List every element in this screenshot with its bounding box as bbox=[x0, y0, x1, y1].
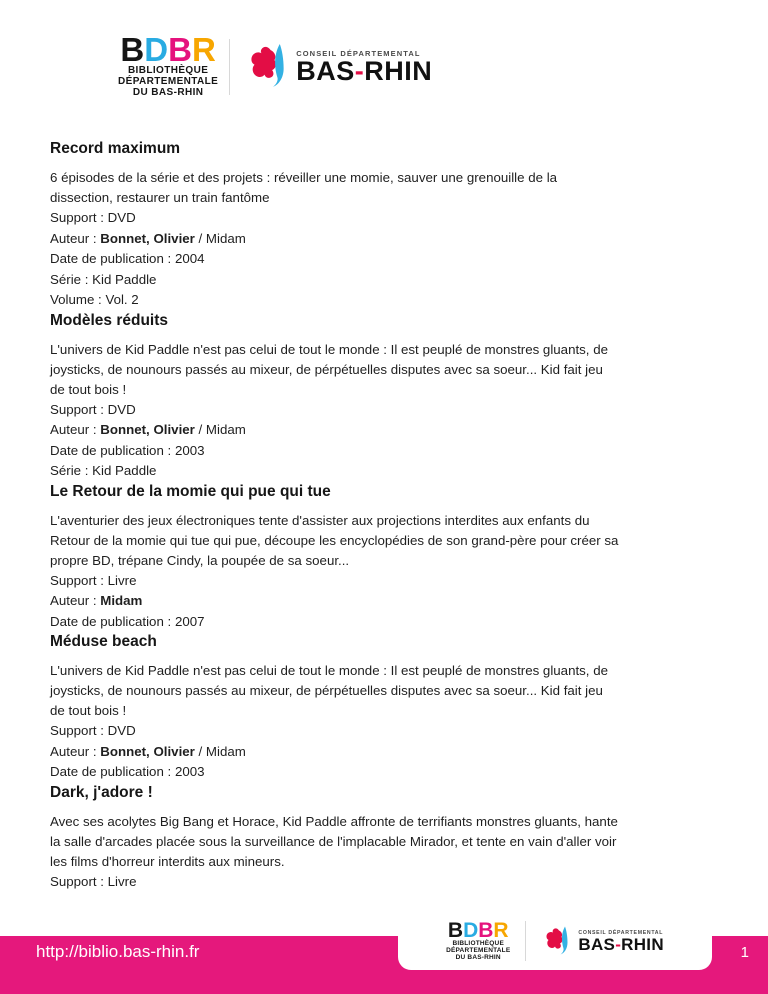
bdbr-subline: DU BAS-RHIN bbox=[455, 954, 501, 962]
bdbr-wordmark bbox=[118, 31, 218, 68]
records-list bbox=[50, 139, 725, 892]
record-metadata bbox=[50, 571, 725, 633]
record-serie-value: Kid Paddle bbox=[92, 463, 157, 478]
record-description bbox=[50, 340, 725, 400]
page-header bbox=[0, 0, 768, 100]
bdbr-subline: BIBLIOTHÈQUE bbox=[452, 939, 504, 947]
record-support-value: Livre bbox=[107, 572, 137, 588]
record-entry bbox=[50, 139, 725, 311]
record-support bbox=[50, 571, 725, 592]
record-description-line: propre BD, trépane Cindy, la poupée de sa soeur... bbox=[50, 552, 350, 568]
record-date-label: Date de publication : bbox=[50, 251, 175, 266]
record-date-label: Date de publication : bbox=[50, 764, 175, 779]
bdbr-letter: B bbox=[478, 918, 494, 942]
bas-rhin-wordmark bbox=[578, 934, 664, 954]
record-description-line: Avec ses acolytes Big Bang et Horace, Kid Paddle affronte de terrifiants monstres gluants, hante bbox=[50, 813, 618, 829]
record-description-line: L'univers de Kid Paddle n'est pas celui de tout le monde : Il est peuplé de monstres gluants, de bbox=[50, 663, 608, 678]
record-support-label: Support : bbox=[50, 723, 108, 738]
record-support bbox=[50, 208, 725, 229]
record-support-label: Support : bbox=[50, 572, 108, 588]
page-number: 1 bbox=[740, 944, 749, 961]
record-volume-label: Volume : bbox=[50, 292, 106, 307]
record-description-line: joysticks, de nounours passés au mixeur, de pérpétuelles disputes avec sa soeur... Kid fait jeu bbox=[50, 683, 603, 698]
record-title: Dark, j'adore ! bbox=[50, 783, 153, 801]
bas-rhin-crest-icon bbox=[243, 42, 289, 92]
record-description-line: dissection, restaurer un train fantôme bbox=[50, 190, 270, 205]
record-metadata bbox=[50, 872, 725, 893]
record-support-value: DVD bbox=[107, 723, 136, 738]
record-support bbox=[50, 721, 725, 742]
record-description-line: de tout bois ! bbox=[50, 703, 127, 718]
record-serie-label: Série : bbox=[50, 463, 93, 478]
bdbr-subline: DU BAS-RHIN bbox=[132, 87, 204, 98]
record-auteur-value: / Midam bbox=[194, 743, 246, 759]
bas-rhin-hyphen: - bbox=[354, 56, 365, 86]
logo-divider bbox=[525, 921, 526, 961]
record-auteur-label: Auteur : bbox=[50, 230, 101, 246]
record-support-label: Support : bbox=[50, 210, 108, 225]
bas-rhin-logo-text bbox=[578, 930, 664, 953]
record-title: Méduse beach bbox=[50, 633, 157, 650]
record-description bbox=[50, 812, 725, 872]
conseil-departemental-label: CONSEIL DÉPARTEMENTAL bbox=[296, 49, 421, 58]
record-support-label: Support : bbox=[50, 873, 108, 889]
record-auteur-value: Midam bbox=[100, 593, 143, 608]
record-entry bbox=[50, 632, 725, 783]
bdbr-subline: DÉPARTEMENTALE bbox=[446, 946, 511, 954]
record-auteur-value: / Midam bbox=[194, 230, 246, 246]
record-serie bbox=[50, 270, 725, 291]
page-footer bbox=[0, 910, 768, 994]
record-support-value: DVD bbox=[107, 401, 136, 417]
bdbr-letter: R bbox=[493, 918, 509, 942]
record-description-line: Retour de la momie qui tue qui pue, découpe les encyclopédies de son grand-père pour créer sa bbox=[50, 532, 619, 548]
footer-url-link[interactable]: http://biblio.bas-rhin.fr bbox=[36, 942, 200, 961]
record-description-line: joysticks, de nounours passés au mixeur, de pérpétuelles disputes avec sa soeur... Kid fait jeu bbox=[50, 361, 603, 377]
record-description-line: L'aventurier des jeux électroniques tente d'assister aux projections interdites aux enfants du bbox=[50, 512, 590, 528]
record-auteur-value: Bonnet, Olivier bbox=[100, 422, 195, 437]
record-support bbox=[50, 400, 725, 421]
record-support-label: Support : bbox=[50, 401, 108, 417]
logo-divider bbox=[229, 39, 230, 95]
record-support-value: Livre bbox=[107, 873, 137, 889]
record-entry bbox=[50, 482, 725, 633]
record-metadata bbox=[50, 208, 725, 311]
record-title: Modèles réduits bbox=[50, 311, 168, 329]
conseil-departemental-label: CONSEIL DÉPARTEMENTAL bbox=[578, 929, 664, 936]
record-date bbox=[50, 762, 725, 783]
bas-rhin-crest-icon bbox=[541, 925, 571, 958]
record-auteur bbox=[50, 229, 725, 250]
record-serie bbox=[50, 461, 725, 482]
bdbr-letter: D bbox=[463, 918, 479, 942]
record-volume-value: Vol. 2 bbox=[105, 292, 139, 307]
bdbr-letter: B bbox=[168, 31, 192, 68]
record-date-value: 2003 bbox=[174, 442, 205, 458]
bas-rhin-wordmark bbox=[296, 56, 433, 86]
bas-rhin-logo-text bbox=[296, 49, 432, 84]
record-auteur bbox=[50, 420, 725, 441]
record-serie-value: Kid Paddle bbox=[92, 271, 157, 287]
record-serie-label: Série : bbox=[50, 271, 93, 287]
record-title: Record maximum bbox=[50, 140, 181, 157]
record-entry bbox=[50, 311, 725, 482]
record-title: Le Retour de la momie qui pue qui tue bbox=[50, 482, 331, 500]
record-description-line: la salle d'arcades placée sous la surveillance de l'implacable Mirador, et tente en vain d'aller voir bbox=[50, 833, 617, 849]
record-auteur-label: Auteur : bbox=[50, 593, 101, 608]
record-auteur-value: Bonnet, Olivier bbox=[100, 230, 195, 246]
bas-rhin-word-left: BAS bbox=[296, 56, 355, 86]
record-date bbox=[50, 441, 725, 462]
bas-rhin-logo-small bbox=[541, 925, 664, 958]
record-date-value: 2004 bbox=[174, 251, 205, 266]
bdbr-wordmark bbox=[446, 918, 510, 942]
record-description bbox=[50, 661, 725, 721]
bas-rhin-logo bbox=[243, 42, 432, 92]
record-date bbox=[50, 612, 725, 633]
record-description-line: 6 épisodes de la série et des projets : réveiller une momie, sauver une grenouille de la bbox=[50, 170, 558, 185]
record-description-line: les films d'horreur interdits aux mineurs. bbox=[50, 853, 285, 869]
bdbr-letter: R bbox=[191, 31, 216, 68]
footer-logo-card bbox=[398, 912, 712, 970]
bdbr-letter: B bbox=[120, 31, 145, 68]
record-auteur bbox=[50, 742, 725, 763]
record-auteur bbox=[50, 591, 725, 612]
bdbr-letter: D bbox=[144, 31, 169, 68]
record-auteur-label: Auteur : bbox=[50, 422, 101, 437]
record-auteur-value: Bonnet, Olivier bbox=[100, 743, 195, 759]
bdbr-subline: DÉPARTEMENTALE bbox=[118, 76, 219, 87]
record-date bbox=[50, 249, 725, 270]
record-auteur-value: / Midam bbox=[194, 422, 246, 437]
bas-rhin-word-left: BAS bbox=[578, 934, 616, 954]
record-auteur-label: Auteur : bbox=[50, 743, 101, 759]
record-description-line: de tout bois ! bbox=[50, 381, 127, 397]
bdbr-subline: BIBLIOTHÈQUE bbox=[127, 65, 209, 76]
record-support bbox=[50, 872, 725, 893]
record-date-value: 2007 bbox=[174, 613, 205, 629]
record-date-value: 2003 bbox=[174, 764, 205, 779]
record-date-label: Date de publication : bbox=[50, 442, 175, 458]
bas-rhin-word-right: RHIN bbox=[621, 934, 664, 954]
record-description bbox=[50, 511, 725, 571]
bdbr-logo-small bbox=[446, 918, 511, 962]
record-volume bbox=[50, 290, 725, 311]
record-metadata bbox=[50, 721, 725, 783]
record-description-line: L'univers de Kid Paddle n'est pas celui de tout le monde : Il est peuplé de monstres gluants, de bbox=[50, 341, 608, 357]
bas-rhin-word-right: RHIN bbox=[364, 56, 433, 86]
record-support-value: DVD bbox=[107, 210, 136, 225]
bas-rhin-hyphen: - bbox=[615, 934, 622, 954]
bdbr-logo bbox=[118, 31, 219, 98]
bdbr-letter: B bbox=[447, 918, 464, 942]
record-metadata bbox=[50, 400, 725, 482]
record-entry bbox=[50, 783, 725, 893]
record-description bbox=[50, 168, 725, 208]
record-date-label: Date de publication : bbox=[50, 613, 175, 629]
